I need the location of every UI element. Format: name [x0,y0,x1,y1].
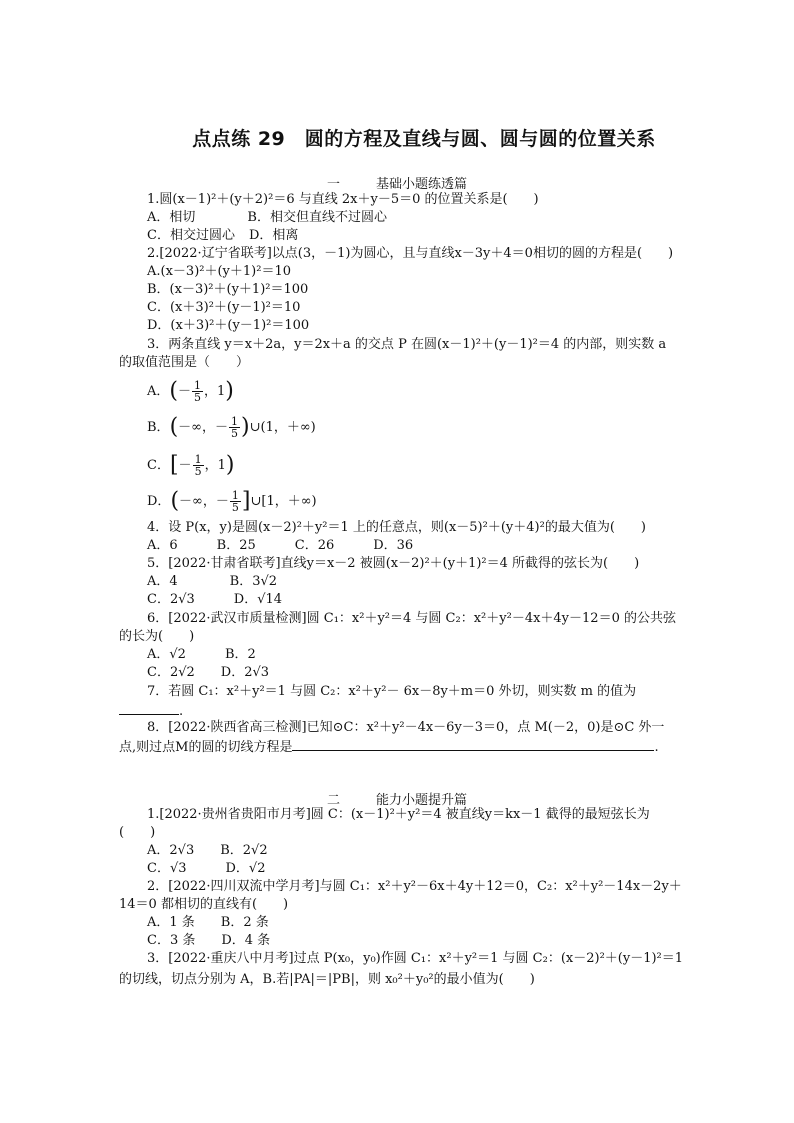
question-3-option-d: D．(－∞，－ $\frac{1}{5}$ ]∪[1，＋∞) [147,488,317,514]
option-a: A．相切 [147,210,196,225]
question-1-options-cd [147,228,298,244]
section-heading-advanced [0,789,794,808]
question-4-options: A．6 B．25 C．26 D．36 [147,538,414,553]
advanced-question-1-options-ab: A．2√3 B．2√2 [147,843,268,858]
question-6-options-ab: A．√2 B．2 [147,647,256,662]
option-c: C．相交过圆心 [147,228,235,243]
section-number: 一 [326,177,340,192]
question-2-stem: 2.[2022·辽宁省联考]以点(3，－1)为圆心，且与直线x－3y＋4＝0相切的圆的方程是( ) [147,246,674,261]
question-5-stem: 5．[2022·甘肃省联考]直线y＝x－2 被圆(x－2)²＋(y＋1)²＝4 所截得的弦长为( ) [147,556,640,571]
question-1-stem: 1.圆(x－1)²＋(y＋2)²＝6 与直线 2x＋y－5＝0 的位置关系是( ) [147,192,539,207]
question-3-option-c: C．[－ $\frac{1}{5}$ ，1) [147,452,235,478]
question-2-option-b: B．(x－3)²＋(y＋1)²＝100 [147,282,309,297]
option-d: D．相离 [248,228,299,243]
question-7-stem: 7．若圆 C₁：x²＋y²＝1 与圆 C₂：x²＋y²－ 6x－8y＋m＝0 外切，则实数 m 的值为 [147,684,637,699]
section-number: 二 [326,793,340,808]
question-8-stem-1: 8．[2022·陕西省高三检测]已知⊙C：x²＋y²－4x－6y－3＝0，点 M(－2，0)是⊙C 外一 [147,720,665,735]
option-b: B．相交但直线不过圆心 [247,210,387,225]
question-6-options-cd: C．2√2 D．2√3 [147,665,270,680]
question-2-option-c: C．(x＋3)²＋(y－1)²＝10 [147,300,301,315]
fraction: $\frac{1}{5}$ [194,453,202,478]
advanced-question-1-options-cd: C．√3 D．√2 [147,861,266,876]
question-4-stem: 4．设 P(x，y)是圆(x－2)²＋y²＝1 上的任意点，则(x－5)²＋(y＋4)²的最大值为( ) [147,520,646,535]
advanced-question-2-options-ab: A．1 条 B．2 条 [147,915,269,930]
advanced-question-1-stem-1: 1.[2022·贵州省贵阳市月考]圆 C：(x－1)²＋y²＝4 被直线y＝kx－1 截得的最短弦长为 [147,807,650,822]
question-6-stem-2: 的长为( ) [119,629,195,644]
answer-blank [292,738,654,751]
question-3-stem-1: 3．两条直线 y＝x＋2a，y＝2x＋a 的交点 P 在圆(x－1)²＋(y－1)²＝4 的内部，则实数 a [147,337,667,352]
question-2-option-d: D．(x＋3)²＋(y－1)²＝100 [147,318,310,333]
question-7-answer-line: . [119,702,183,720]
question-8-stem-2: 点,则过点M的圆的切线方程是 . [119,740,659,755]
section-heading-basic [0,173,794,192]
section-name: 能力小题提升篇 [376,793,468,808]
section-name: 基础小题练透篇 [376,177,468,192]
advanced-question-2-options-cd: C．3 条 D．4 条 [147,933,271,948]
page-title: 点点练 29 圆的方程及直线与圆、圆与圆的位置关系 [192,128,656,150]
fraction: $\frac{1}{5}$ [231,415,239,440]
advanced-question-2-stem-1: 2．[2022·四川双流中学月考]与圆 C₁：x²＋y²－6x＋4y＋12＝0，C₂：x²＋y²－14x－2y＋ [147,879,682,894]
answer-blank [119,702,179,715]
question-3-option-b: B．(－∞，－ $\frac{1}{5}$ )∪(1，＋∞) [147,414,316,440]
advanced-question-3-stem-1: 3．[2022·重庆八中月考]过点 P(x₀，y₀)作圆 C₁：x²＋y²＝1 与圆 C₂：(x－2)²＋(y－1)²＝1 [147,951,684,966]
question-5-options-ab: A．4 B．3√2 [147,574,278,589]
advanced-question-1-stem-2: ( ) [119,825,156,840]
fraction: $\frac{1}{5}$ [231,489,239,514]
question-1-options-ab [147,210,387,226]
question-2-option-a: A.(x－3)²＋(y＋1)²＝10 [147,264,291,279]
question-5-options-cd: C．2√3 D．√14 [147,592,283,607]
fraction: $\frac{1}{5}$ [194,379,201,404]
question-3-option-a: A．(－ $\frac{1}{5}$ ，1) [147,378,234,404]
advanced-question-3-stem-2: 的切线，切点分别为 A，B.若|PA|＝|PB|，则 x₀²＋y₀²的最小值为( ) [119,972,535,987]
question-6-stem-1: 6．[2022·武汉市质量检测]圆 C₁：x²＋y²＝4 与圆 C₂：x²＋y²－4x＋4y－12＝0 的公共弦 [147,611,676,626]
question-3-stem-2: 的取值范围是（ ） [119,355,250,370]
advanced-question-2-stem-2: 14＝0 都相切的直线有( ) [119,897,289,912]
